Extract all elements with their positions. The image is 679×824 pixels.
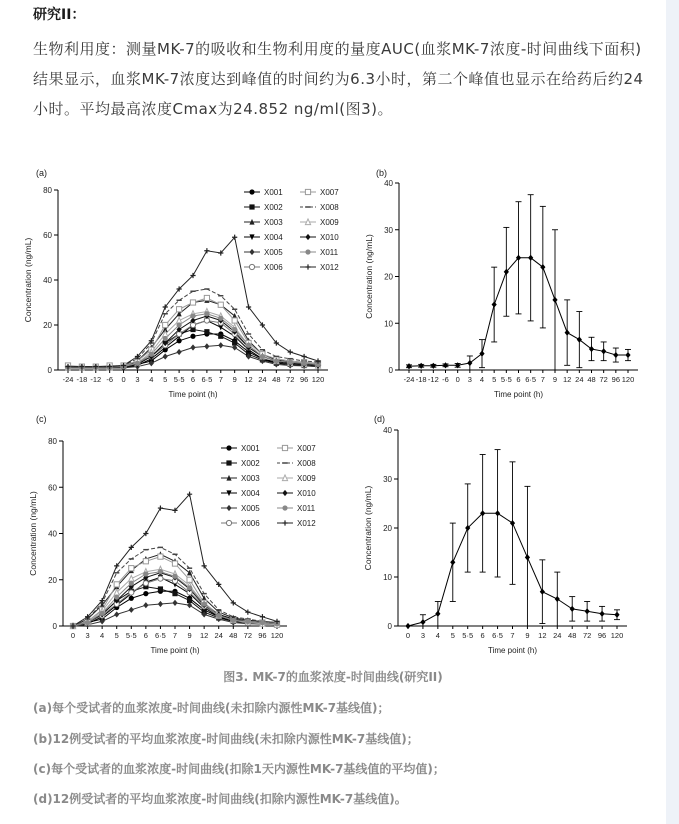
x-tick-label: 5 <box>492 375 497 384</box>
panel-label: (a) <box>36 168 47 178</box>
x-tick-label: 5·5 <box>173 375 185 384</box>
data-point-X011 <box>190 313 195 318</box>
data-point-mean <box>467 360 472 366</box>
data-point-X011 <box>158 569 163 574</box>
data-point-mean <box>625 352 630 358</box>
x-tick-label: -12 <box>90 375 102 384</box>
legend-label: X012 <box>320 263 339 272</box>
legend-label: X004 <box>241 489 260 498</box>
data-point-X011 <box>216 613 221 618</box>
y-axis-title: Concentration (ng/mL) <box>363 485 373 571</box>
x-tick-label: 6·5 <box>155 631 166 640</box>
data-point-X005 <box>163 353 168 359</box>
data-point-X007 <box>232 318 237 323</box>
data-point-X007 <box>158 554 163 559</box>
y-tick-label: 20 <box>384 272 393 282</box>
x-tick-label: 7 <box>540 375 545 384</box>
x-axis-title: Time point (h) <box>493 390 544 399</box>
x-tick-label: 120 <box>270 631 284 640</box>
data-point-X007 <box>163 322 168 327</box>
data-point-X005 <box>204 343 209 349</box>
data-point-X002 <box>172 591 177 596</box>
legend-label: X003 <box>264 218 283 227</box>
panel-label: (b) <box>376 168 387 178</box>
y-tick-label: 0 <box>388 366 393 375</box>
legend-marker <box>226 520 231 525</box>
data-point-X011 <box>204 311 209 316</box>
y-tick-label: 60 <box>43 231 52 240</box>
x-tick-label: 5·5 <box>125 631 137 640</box>
data-point-X012 <box>204 248 209 253</box>
y-tick-label: 60 <box>48 483 57 493</box>
legend-label: X003 <box>241 474 260 483</box>
series-line-X007 <box>68 298 318 367</box>
x-tick-label: 48 <box>229 631 238 640</box>
legend-label: X008 <box>297 459 316 468</box>
data-point-mean <box>450 559 455 565</box>
figure-note-c: (c)每个受试者的血浆浓度-时间曲线(扣除1天内源性MK-7基线值的平均值)； <box>33 762 445 776</box>
x-tick-label: 24 <box>258 375 267 384</box>
x-tick-label: 3 <box>85 631 90 640</box>
x-tick-label: 9 <box>187 631 192 640</box>
data-point-X007 <box>190 300 195 305</box>
legend-label: X005 <box>264 248 283 257</box>
x-tick-label: 24 <box>214 631 223 640</box>
data-point-mean <box>614 612 619 618</box>
data-point-X005 <box>129 607 134 613</box>
plot-area <box>406 195 631 370</box>
data-point-X006 <box>158 576 163 581</box>
data-point-X009 <box>177 317 182 323</box>
x-tick-label: 96 <box>299 375 309 384</box>
x-tick-label: 0 <box>405 631 411 640</box>
legend-marker <box>305 234 310 240</box>
data-point-X011 <box>172 574 177 579</box>
data-point-mean <box>540 589 545 595</box>
figure-note-d: (d)12例受试者的平均血浆浓度-时间曲线(扣除内源性MK-7基线值)。 <box>33 792 407 806</box>
x-axis-title: Time point (h) <box>168 390 218 399</box>
y-tick-label: 20 <box>383 524 392 533</box>
data-point-X012 <box>288 349 293 354</box>
x-tick-label: -24 <box>403 375 415 384</box>
legend-marker <box>282 505 287 510</box>
data-point-X011 <box>202 601 207 606</box>
legend-marker <box>282 475 287 481</box>
legend-marker <box>305 189 310 194</box>
x-tick-label: 9 <box>525 631 530 640</box>
data-point-mean <box>510 520 515 526</box>
x-tick-label: 96 <box>597 631 607 640</box>
x-tick-label: 120 <box>610 631 624 640</box>
y-tick-label: 80 <box>48 437 57 446</box>
legend-marker <box>226 505 231 511</box>
y-tick-label: 40 <box>383 426 392 435</box>
data-point-X007 <box>218 302 223 307</box>
x-tick-label: 6 <box>143 631 148 640</box>
data-point-X001 <box>190 334 195 339</box>
data-point-X011 <box>177 322 182 327</box>
page-margin <box>666 0 679 824</box>
y-tick-label: 0 <box>47 366 52 375</box>
data-point-mean <box>555 596 560 602</box>
data-point-X009 <box>129 575 134 581</box>
x-tick-label: 5 <box>163 375 168 384</box>
data-point-X005 <box>177 349 182 355</box>
data-point-X011 <box>218 316 223 321</box>
data-point-mean <box>552 297 557 303</box>
legend-label: X001 <box>264 188 283 197</box>
x-tick-label: 24 <box>553 631 562 640</box>
legend-label: X006 <box>264 263 283 272</box>
legend-label: X002 <box>264 203 283 212</box>
x-tick-label: 0 <box>121 375 126 384</box>
x-axis-title: Time point (h) <box>150 646 200 655</box>
legend-label: X011 <box>320 248 339 257</box>
legend-label: X001 <box>241 444 260 453</box>
legend-label: X009 <box>297 474 316 483</box>
data-point-mean <box>406 363 411 369</box>
data-point-X012 <box>158 505 163 510</box>
legend-label: X007 <box>297 444 316 453</box>
x-tick-label: 7 <box>510 631 515 640</box>
x-tick-label: 0 <box>455 375 460 384</box>
legend-label: X010 <box>297 489 316 498</box>
data-point-mean <box>601 348 606 354</box>
data-point-X005 <box>158 601 163 607</box>
data-point-X011 <box>302 361 307 366</box>
x-tick-label: 4 <box>479 375 485 384</box>
y-tick-label: 30 <box>384 225 393 235</box>
x-tick-label: 7 <box>172 631 178 640</box>
x-tick-label: 3 <box>135 375 140 384</box>
x-tick-label: 6 <box>190 375 196 384</box>
data-point-X007 <box>204 295 209 300</box>
data-point-mean <box>525 554 530 560</box>
data-point-X007 <box>172 561 177 566</box>
y-axis-title: Concentration (ng/mL) <box>364 234 374 319</box>
data-point-X011 <box>100 611 105 616</box>
data-point-mean <box>420 619 425 625</box>
data-point-X005 <box>218 342 223 348</box>
y-tick-label: 10 <box>384 319 393 329</box>
x-tick-label: 0 <box>70 631 76 640</box>
data-point-mean <box>419 363 424 369</box>
data-point-X011 <box>135 361 140 366</box>
x-tick-label: 12 <box>538 631 547 640</box>
y-tick-label: 40 <box>48 529 57 539</box>
x-axis-title: Time point (h) <box>487 646 538 655</box>
y-axis-title: Concentration (ng/mL) <box>28 491 38 576</box>
data-point-mean <box>540 264 545 270</box>
x-tick-label: -18 <box>76 375 88 384</box>
data-point-X011 <box>232 327 237 332</box>
legend-label: X008 <box>320 203 339 212</box>
data-point-X011 <box>288 360 293 365</box>
x-tick-label: -6 <box>106 375 114 384</box>
x-tick-label: 12 <box>562 375 572 384</box>
legend-marker <box>305 264 310 269</box>
data-point-X005 <box>114 611 119 617</box>
legend-marker <box>249 189 254 194</box>
data-point-X005 <box>190 344 195 350</box>
legend-label: X012 <box>297 519 316 528</box>
x-tick-label: 72 <box>243 631 253 640</box>
x-tick-label: 5·5 <box>500 375 512 384</box>
legend-marker <box>305 249 310 254</box>
data-point-X011 <box>143 571 148 576</box>
x-tick-label: 4 <box>149 375 154 384</box>
x-tick-label: -24 <box>62 375 74 384</box>
figure-note-a: (a)每个受试者的血浆浓度-时间曲线(未扣除内源性MK-7基线值)； <box>33 701 390 715</box>
x-tick-label: 48 <box>587 375 596 384</box>
x-tick-label: 120 <box>621 375 635 384</box>
data-point-mean <box>495 510 500 516</box>
data-point-X011 <box>260 354 265 359</box>
data-point-X011 <box>163 336 168 341</box>
data-point-X006 <box>143 581 148 586</box>
x-tick-label: 6·5 <box>201 375 213 384</box>
data-point-X011 <box>246 343 251 348</box>
data-point-mean <box>431 363 436 369</box>
data-point-X011 <box>245 619 250 624</box>
x-tick-label: 96 <box>611 375 621 384</box>
y-tick-label: 30 <box>383 475 392 484</box>
legend-marker <box>282 445 287 450</box>
x-tick-label: 96 <box>258 631 267 640</box>
data-point-mean <box>570 606 575 612</box>
x-tick-label: 9 <box>552 375 558 384</box>
x-tick-label: 72 <box>599 375 608 384</box>
x-tick-label: 9 <box>232 375 237 384</box>
y-tick-label: 40 <box>43 276 52 285</box>
data-point-X012 <box>245 610 250 615</box>
data-point-X012 <box>302 354 307 359</box>
x-tick-label: 5·5 <box>462 631 474 640</box>
data-point-X007 <box>129 566 134 571</box>
x-tick-label: 24 <box>575 375 584 384</box>
x-tick-label: 6 <box>516 375 521 384</box>
data-point-mean <box>577 337 582 343</box>
y-tick-label: 20 <box>48 575 57 585</box>
series-line-X001 <box>68 334 318 368</box>
x-tick-label: 72 <box>286 375 295 384</box>
data-point-mean <box>613 352 618 358</box>
legend-marker <box>305 219 310 225</box>
y-tick-label: 0 <box>52 622 57 631</box>
x-tick-label: 6 <box>480 631 485 640</box>
x-tick-label: 48 <box>272 375 281 384</box>
legend-label: X002 <box>241 459 260 468</box>
y-tick-label: 40 <box>384 179 393 188</box>
x-tick-label: 6·5 <box>492 631 503 640</box>
data-point-X011 <box>85 620 90 625</box>
legend-marker <box>282 520 287 525</box>
legend-marker <box>226 445 231 450</box>
legend-label: X004 <box>264 233 283 242</box>
x-tick-label: 7 <box>218 375 223 384</box>
x-tick-label: 6·5 <box>525 375 537 384</box>
x-tick-label: 12 <box>199 631 209 640</box>
data-point-mean <box>585 608 590 614</box>
legend-label: X009 <box>320 218 339 227</box>
x-tick-label: 4 <box>100 631 105 640</box>
figure-caption: 图3. MK-7的血浆浓度-时间曲线(研究II) <box>223 670 443 684</box>
data-point-mean <box>479 351 484 357</box>
x-tick-label: -12 <box>427 375 439 384</box>
x-tick-label: 5 <box>114 631 119 640</box>
section-heading: 研究II： <box>33 7 86 23</box>
x-tick-label: -18 <box>415 375 427 384</box>
legend-marker <box>249 264 254 269</box>
data-point-X006 <box>129 590 134 595</box>
data-point-mean <box>405 623 410 629</box>
legend-marker <box>249 204 254 209</box>
legend-label: X005 <box>241 504 260 513</box>
x-tick-label: 3 <box>420 631 426 640</box>
data-point-X005 <box>172 600 177 606</box>
plot-area <box>405 450 620 626</box>
data-point-mean <box>599 611 604 617</box>
legend-label: X011 <box>297 504 316 513</box>
legend-marker <box>282 490 287 496</box>
x-tick-label: 12 <box>244 375 253 384</box>
data-point-X011 <box>274 358 279 363</box>
y-tick-label: 0 <box>387 622 392 631</box>
x-tick-label: 120 <box>311 375 325 384</box>
panel-label: (c) <box>36 414 47 424</box>
data-point-X007 <box>177 307 182 312</box>
data-point-X011 <box>231 618 236 623</box>
x-tick-label: 5 <box>450 631 455 640</box>
data-point-X001 <box>143 591 148 596</box>
data-point-mean <box>435 611 440 617</box>
x-tick-label: 3 <box>467 375 472 384</box>
data-point-mean <box>443 362 448 368</box>
legend-marker <box>249 249 254 255</box>
data-point-X011 <box>114 594 119 599</box>
data-point-mean <box>565 330 570 336</box>
x-tick-label: -6 <box>442 375 449 384</box>
data-point-mean <box>589 346 594 352</box>
legend-label: X007 <box>320 188 339 197</box>
panel-label: (d) <box>374 414 385 424</box>
data-point-X007 <box>143 559 148 564</box>
data-point-X007 <box>114 582 119 587</box>
x-tick-label: 72 <box>582 631 592 640</box>
y-tick-label: 20 <box>43 321 52 330</box>
legend-label: X006 <box>241 519 260 528</box>
section-paragraph: 生物利用度：测量MK-7的吸收和生物利用度的量度AUC(血浆MK-7浓度-时间曲线下面积)结果显示，血浆MK-7浓度达到峰值的时间约为6.3小时，第二个峰值也显示在给药后约24小时。平均最高浓度Cmax为24.852 ng/ml(图3)。 <box>33 40 644 118</box>
legend-marker <box>226 460 231 465</box>
data-point-X011 <box>129 581 134 586</box>
data-point-mean <box>492 301 497 307</box>
data-point-X005 <box>143 602 148 608</box>
data-point-X011 <box>187 585 192 590</box>
data-point-X012 <box>260 614 265 619</box>
y-axis-title: Concentration (ng/mL) <box>23 237 33 323</box>
data-point-X011 <box>260 620 265 625</box>
figure-note-b: (b)12例受试者的平均血浆浓度-时间曲线(未扣除内源性MK-7基线值)； <box>33 732 419 746</box>
data-point-X002 <box>204 329 209 334</box>
y-tick-label: 10 <box>383 573 392 582</box>
data-point-X002 <box>218 334 223 339</box>
data-point-mean <box>528 255 533 261</box>
y-tick-label: 80 <box>43 186 52 195</box>
x-tick-label: 4 <box>435 631 440 640</box>
legend-label: X010 <box>320 233 339 242</box>
data-point-X011 <box>149 352 154 357</box>
x-tick-label: 48 <box>568 631 577 640</box>
data-point-X002 <box>158 586 163 591</box>
